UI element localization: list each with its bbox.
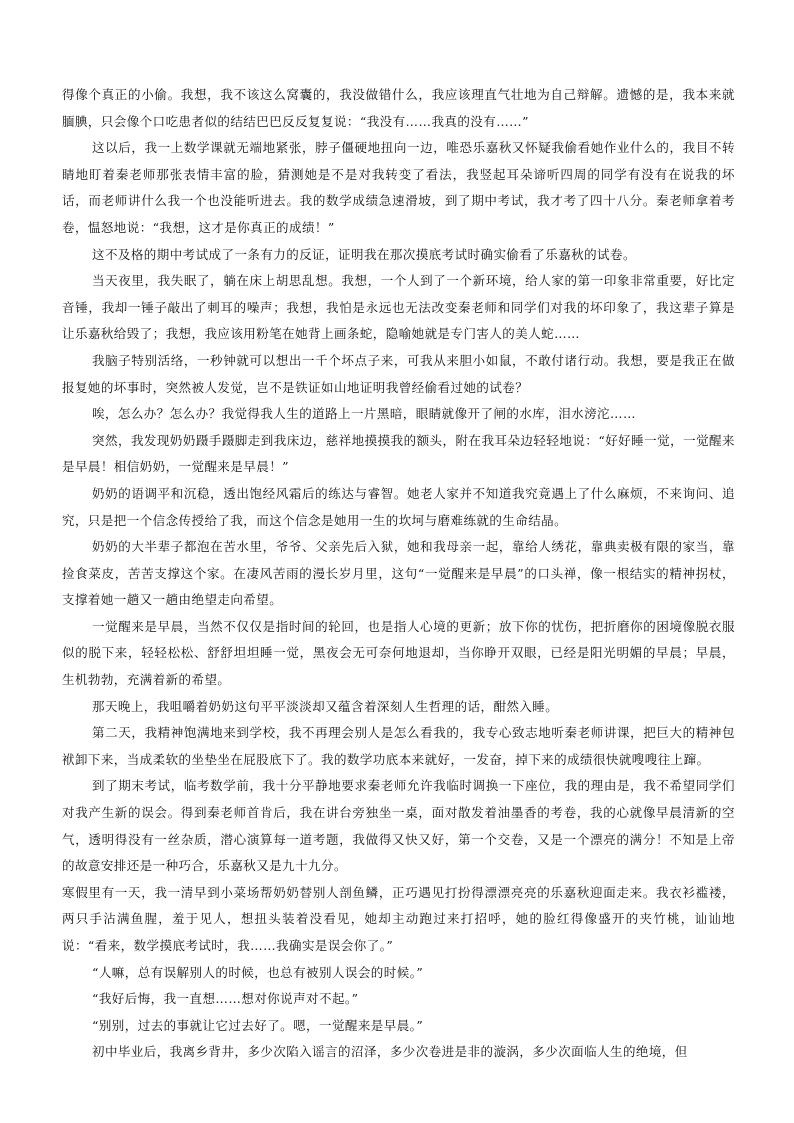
paragraph-8: 奶奶的语调平和沉稳，透出饱经风霜后的练达与睿智。她老人家并不知道我究竟遇上了什么麻烦，不来询问、追究，只是把一个信念传授给了我，而这个信念是她用一生的坎坷与磨难练就的生命结晶。 xyxy=(62,485,735,528)
paragraph-3: 这不及格的期中考试成了一条有力的反证，证明我在那次摸底考试时确实偷看了乐嘉秋的试卷。 xyxy=(92,246,636,262)
paragraph-10: 一觉醒来是早晨，当然不仅仅是指时间的轮回，也是指人心境的更新；放下你的忧伤，把折磨你的困境像脱衣服似的脱下来，轻轻松松、舒舒坦坦睡一觉，黑夜会无可奈何地退却，当你睁开双眼，已经是阳光明媚的早晨；早晨，生机勃勃，充满着新的希望。 xyxy=(62,618,735,688)
paragraph-18: 初中毕业后，我离乡背井，多少次陷入谣言的沼泽，多少次卷进是非的漩涡，多少次面临人生的绝境，但 xyxy=(92,1044,688,1060)
paragraph-11: 那天晚上，我咀嚼着奶奶这句平平淡淡却又蕴含着深刻人生哲理的话，酣然入睡。 xyxy=(92,698,559,714)
paragraph-15: “人嘛，总有误解别人的时候，也总有被别人误会的时候。” xyxy=(92,964,424,980)
paragraph-16: “我好后悔，我一直想……想对你说声对不起。” xyxy=(92,991,359,1007)
document-page xyxy=(62,82,735,1066)
paragraph-4: 当天夜里，我失眠了，躺在床上胡思乱想。我想，一个人到了一个新环境，给人家的第一印象非常重要，好比定音锤，我却一锤子敲出了刺耳的噪声；我想，我怕是永远也无法改变秦老师和同学们对我的坏印象了，我这辈子算是让乐嘉秋给毁了；我想，我应该用粉笔在她背上画条蛇，隐喻她就是专门害人的美人蛇…… xyxy=(62,273,735,342)
paragraph-9: 奶奶的大半辈子都泡在苦水里，爷爷、父亲先后入狱，她和我母亲一起，靠给人绣花，靠典卖极有限的家当，靠捡食菜皮，苦苦支撑这个家。在凄风苦雨的漫长岁月里，这句“一觉醒来是早晨”的口头禅，像一根结实的精神拐杖，支撑着她一趟又一趟由绝望走向希望。 xyxy=(62,539,735,608)
paragraph-13: 到了期末考试，临考数学前，我十分平静地要求秦老师允许我临时调换一下座位，我的理由是，我不希望同学们对我产生新的误会。得到秦老师首肯后，我在讲台旁独坐一桌，面对散发着油墨香的考卷，我的心就像早晨清新的空气，透明得没有一丝杂质，潜心演算每一道考题，我做得又快又好，第一个交卷，又是一个漂亮的满分！不知是上帝的故意安排还是一种巧合，乐嘉秋又是九十九分。 xyxy=(62,778,735,874)
paragraph-2: 这以后，我一上数学课就无端地紧张，脖子僵硬地扭向一边，唯恐乐嘉秋又怀疑我偷看她作业什么的，我目不转睛地盯着秦老师那张表情丰富的脸，猜测她是不是对我转变了看法，我竖起耳朵谛听四周的同学有没有在说我的坏话，而老师讲什么我一个也没能听进去。我的数学成绩急速滑坡，到了期中考试，我才考了四十八分。秦老师拿着考卷，愠怒地说：“我想，这才是你真正的成绩！” xyxy=(62,140,735,235)
paragraph-5: 我脑子特别活络，一秒钟就可以想出一千个坏点子来，可我从来胆小如鼠，不敢付诸行动。我想，要是我正在做报复她的坏事时，突然被人发觉，岂不是铁证如山地证明我曾经偷看过她的试卷？ xyxy=(62,352,735,395)
paragraph-17: “别别，过去的事就让它过去好了。嗯，一觉醒来是早晨。” xyxy=(92,1017,424,1033)
paragraph-12: 第二天，我精神饱满地来到学校，我不再理会别人是怎么看我的，我专心致志地听秦老师讲课，把巨大的精神包袱卸下来，当成柔软的坐垫坐在屁股底下了。我的数学功底本来就好，一发奋，掉下来的成绩很快就嗖嗖往上蹿。 xyxy=(62,725,735,767)
paragraph-7: 突然，我发现奶奶蹑手蹑脚走到我床边，慈祥地摸摸我的额头，附在我耳朵边轻轻地说：“好好睡一觉，一觉醒来是早晨！相信奶奶，一觉醒来是早晨！” xyxy=(62,432,735,475)
paragraph-1: 得像个真正的小偷。我想，我不该这么窝囊的，我没做错什么，我应该理直气壮地为自己辩解。遗憾的是，我本来就腼腆，只会像个口吃患者似的结结巴巴反反复复说：“我没有……我真的没有……” xyxy=(62,87,735,129)
paragraph-6: 唉，怎么办？怎么办？我觉得我人生的道路上一片黑暗，眼睛就像开了闸的水库，泪水滂沱…… xyxy=(92,406,636,422)
paragraph-14: 寒假里有一天，我一清早到小菜场帮奶奶替别人剖鱼鳞，正巧遇见打扮得漂漂亮亮的乐嘉秋迎面走来。我衣衫褴褛，两只手沾满鱼腥，羞于见人，想扭头装着没看见，她却主动跑过来打招呼，她的脸红得像盛开的夹竹桃，讪讪地说：“看来，数学摸底考试时，我……我确实是误会你了。” xyxy=(62,884,735,953)
